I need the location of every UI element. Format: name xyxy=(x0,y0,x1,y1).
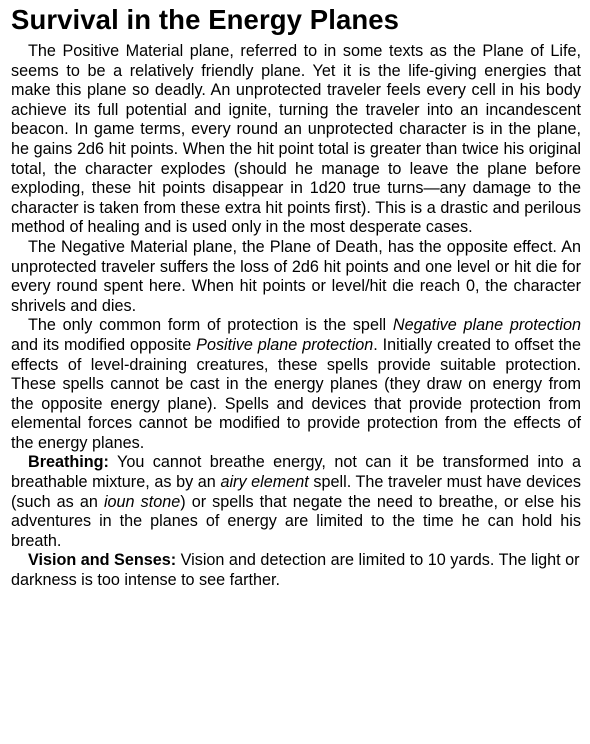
breathing-text-2: spell. The traveler must have devices (such as an xyxy=(11,473,582,511)
vision-heading: Vision and Senses: xyxy=(28,551,177,570)
paragraph-breathing xyxy=(11,453,581,551)
document-page xyxy=(11,4,581,591)
item-name-ioun-stone: ioun stone xyxy=(103,492,181,511)
protection-text-2: and its modified opposite xyxy=(11,335,197,354)
spell-name-negative-plane-protection: Negative plane protection xyxy=(392,316,581,335)
paragraph-negative-plane: The Negative Material plane, the Plane of Death, has the opposite effect. An unprotected traveler suffers the loss of 2d6 hit points and one level or hit die for every round spent here. When hit points or level/hit die reach 0, the character shrivels and dies. xyxy=(11,237,581,315)
paragraph-vision xyxy=(11,551,581,590)
spell-name-positive-plane-protection: Positive plane protection xyxy=(196,335,374,354)
breathing-text-1: You cannot breathe energy, not can it be transformed into a breathable mixture, as by an xyxy=(11,453,581,492)
paragraph-protection xyxy=(11,316,581,453)
protection-text-1: The only common form of protection is the spell xyxy=(28,316,393,335)
section-title: Survival in the Energy Planes xyxy=(11,4,400,35)
spell-name-airy-element: airy element xyxy=(220,473,309,492)
paragraph-positive-plane: The Positive Material plane, referred to in some texts as the Plane of Life, seems to be a relatively friendly plane. Yet it is the life-giving energies that make this plane so deadly. An unprotected traveler feels every cell in his body achieve its full potential and ignite, turning the traveler into an incandescent beacon. In game terms, every round an unprotected character is in the plane, he gains 2d6 hit points. When the hit point total is greater than twice his original total, the character explodes (should he manage to leave the plane before exploding, these hit points disappear in 1d20 true turns—any damage to the character is taken from these extra hit points first). This is a drastic and perilous method of healing and is used only in the most desperate cases. xyxy=(11,42,581,237)
protection-text-3: . Initially created to offset the effects of level-draining creatures, these spells provide suitable protection. These spells cannot be cast in the energy planes (they draw on energy from the opposite energy plane). Spells and devices that provide protection from elemental forces cannot be modified to provide protection from the effects of the energy planes. xyxy=(11,335,582,452)
breathing-text-3: ) or spells that negate the need to breathe, or else his adventures in the planes of energy are limited to the time he can hold his breath. xyxy=(11,492,581,550)
breathing-heading: Breathing: xyxy=(28,453,109,472)
vision-text: Vision and detection are limited to 10 yards. The light or darkness is too intense to see farther. xyxy=(11,551,580,590)
